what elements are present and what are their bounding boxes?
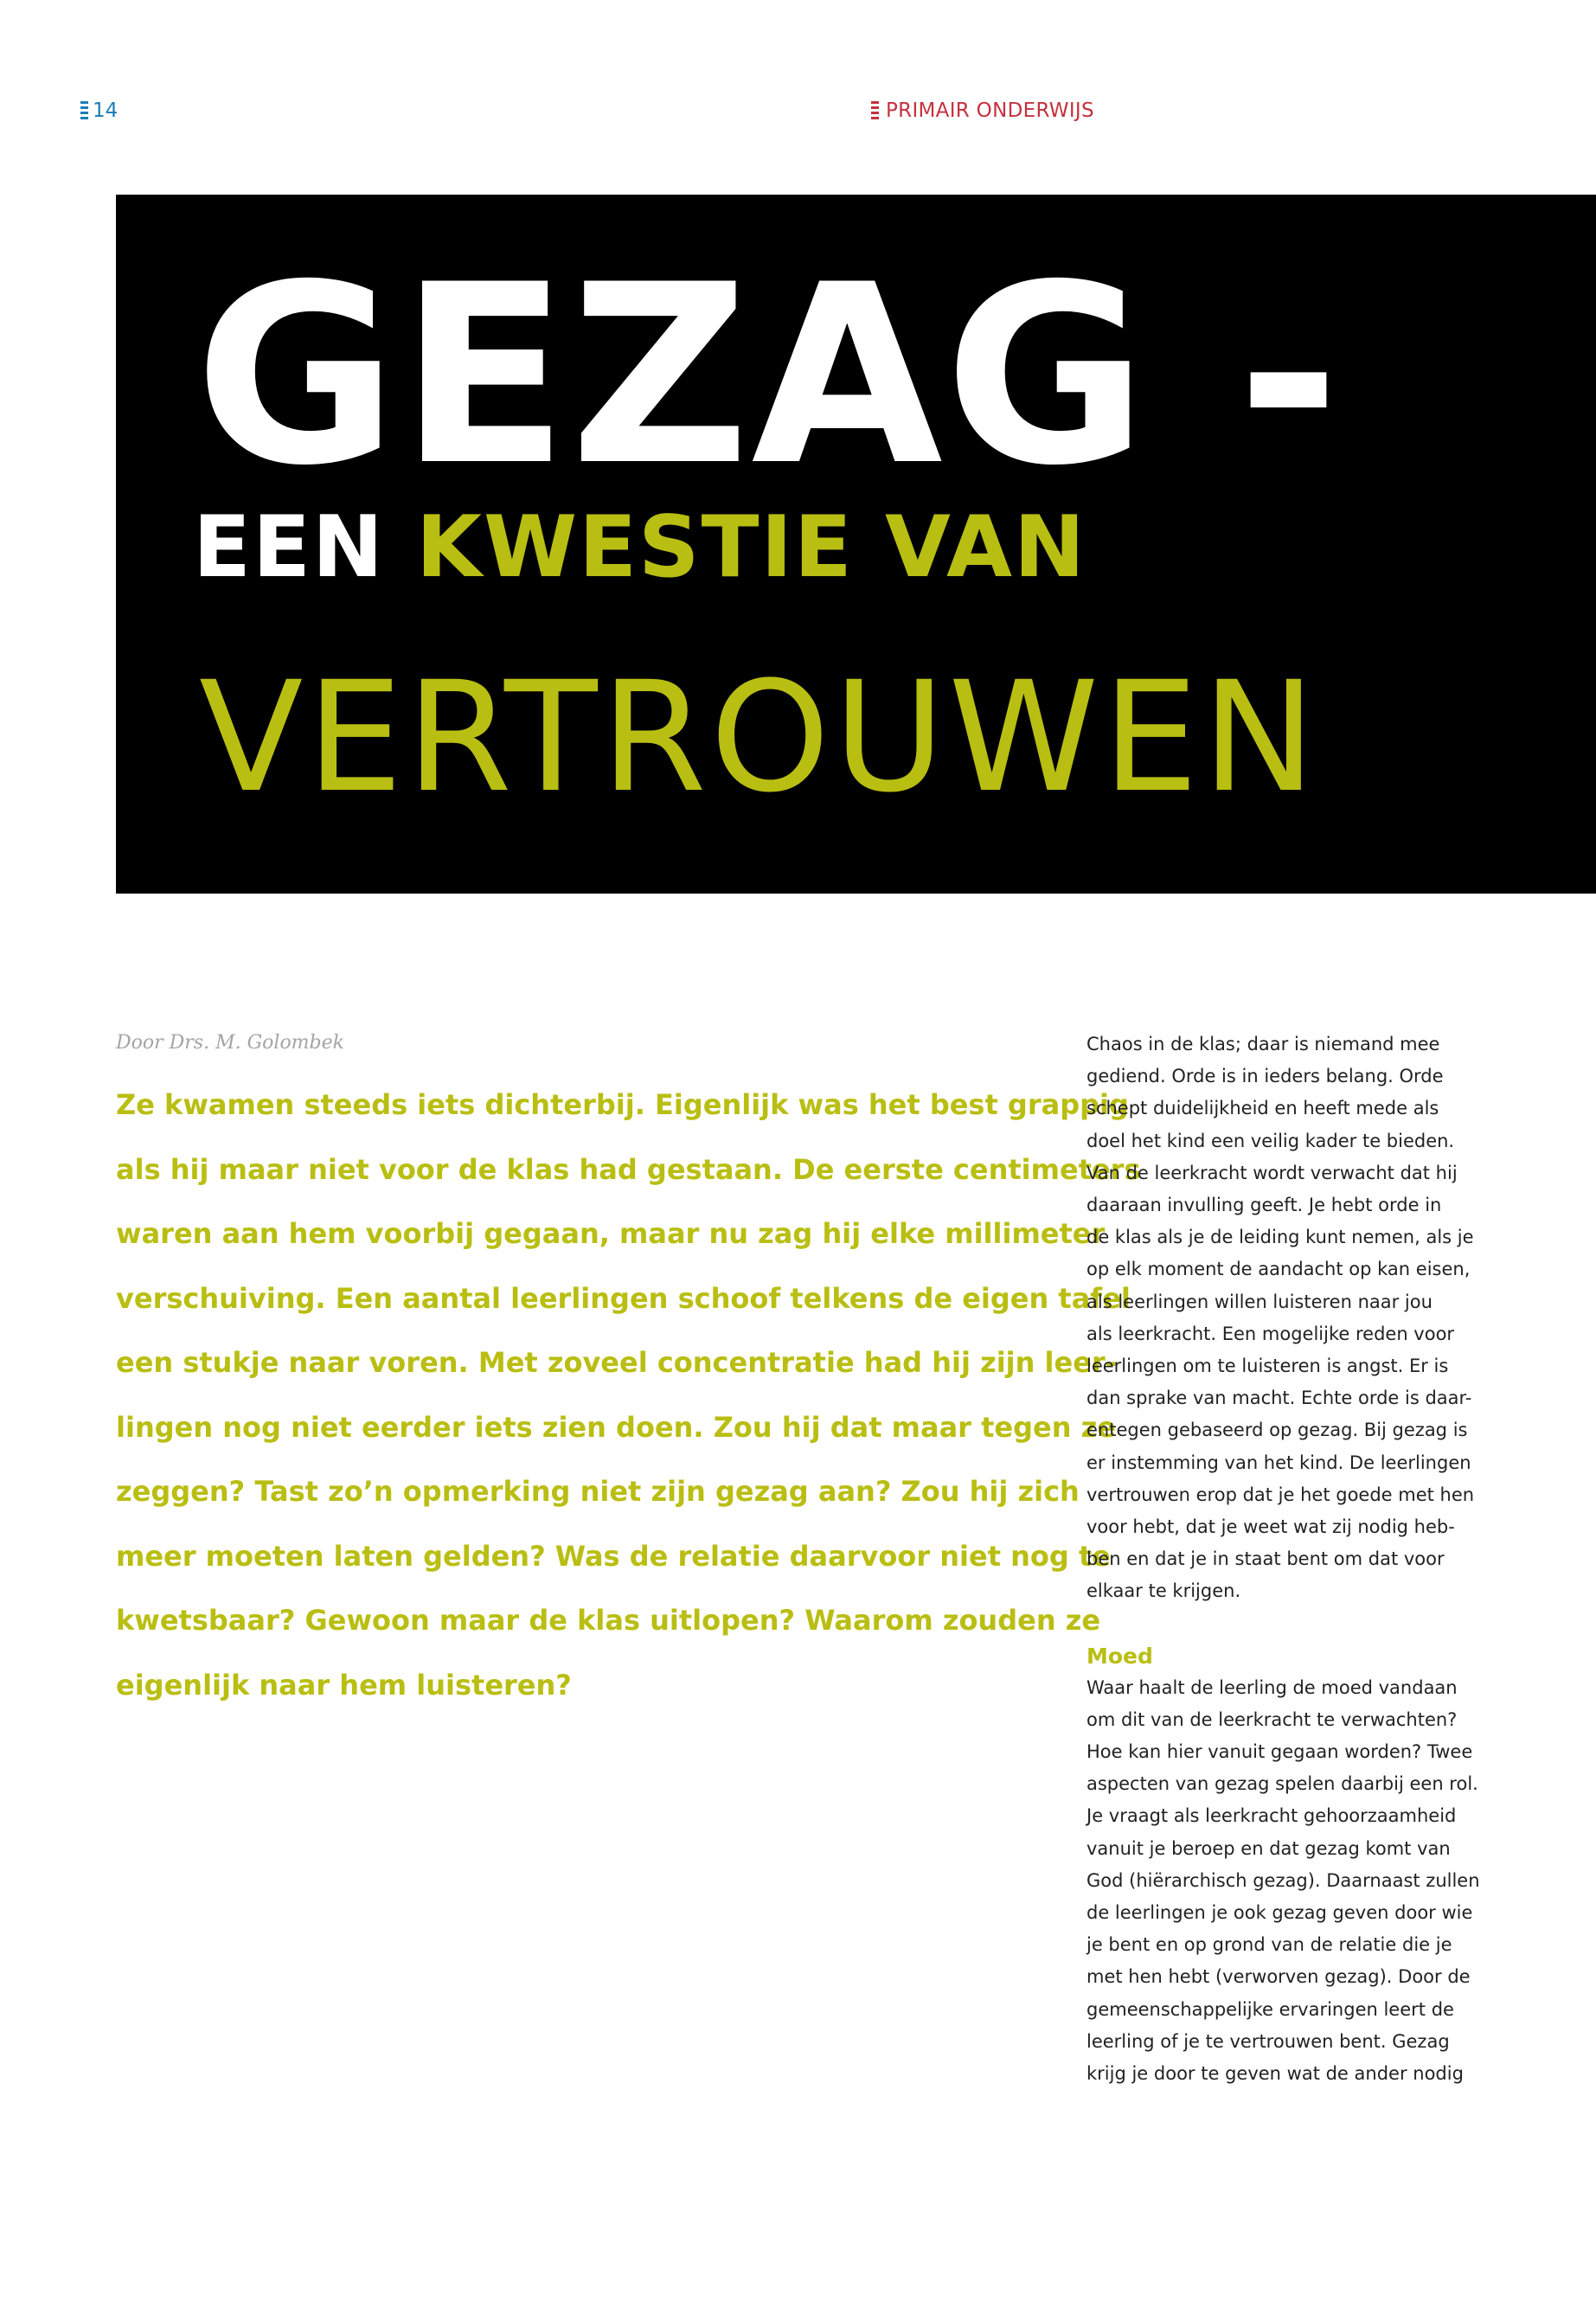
intro-line: verschuiving. Een aantal leerlingen schoof telkens de eigen tafel (116, 1281, 1131, 1315)
byline: Door Drs. M. Golombek (116, 1032, 344, 1054)
body-line: Van de leerkracht wordt verwacht dat hij (1086, 1162, 1458, 1183)
body-line: daaraan invulling geeft. Je hebt orde in (1086, 1195, 1442, 1216)
body-line: ben en dat je in staat bent om dat voor (1086, 1548, 1445, 1570)
body-line: als leerlingen willen luisteren naar jou (1086, 1291, 1433, 1312)
body-line: Hoe kan hier vanuit gegaan worden? Twee (1086, 1741, 1473, 1763)
intro-line: als hij maar niet voor de klas had gestaan. De eerste centimeters (116, 1152, 1141, 1186)
page-number-marker-icon (80, 101, 88, 119)
title-line-2-accent: KWESTIE VAN (416, 498, 1087, 597)
body-line: leerling of je te vertrouwen bent. Gezag (1086, 2030, 1450, 2052)
body-line: de leerlingen je ook gezag geven door wie (1086, 1902, 1473, 1924)
body-line: aspecten van gezag spelen daarbij een rol. (1086, 1773, 1478, 1795)
body-line: op elk moment de aandacht op kan eisen, (1086, 1259, 1471, 1280)
body-line: doel het kind een veilig kader te bieden. (1086, 1130, 1455, 1151)
intro-line: lingen nog niet eerder iets zien doen. Zou hij dat maar tegen ze (116, 1410, 1116, 1444)
body-line: er instemming van het kind. De leerlingen (1086, 1452, 1471, 1473)
body-line: vanuit je beroep en dat gezag komt van (1086, 1837, 1451, 1859)
body-line: Chaos in de klas; daar is niemand mee (1086, 1034, 1440, 1054)
section-marker-icon (871, 101, 879, 119)
body-line: Waar haalt de leerling de moed vandaan (1086, 1676, 1458, 1698)
intro-line: waren aan hem voorbij gegaan, maar nu zag hij elke millimeter (116, 1217, 1106, 1250)
title-line-3: VERTROUWEN (199, 649, 1320, 826)
body-line: voor hebt, dat je weet wat zij nodig heb- (1086, 1516, 1455, 1538)
title-line-2 (193, 496, 1086, 599)
title-block (116, 195, 1596, 894)
body-line: de klas als je de leiding kunt nemen, als je (1086, 1227, 1474, 1248)
body-paragraph-2 (1086, 1672, 1519, 2091)
body-line: krijg je door te geven wat de ander nodig (1086, 2063, 1464, 2085)
body-paragraph-1 (1086, 1029, 1519, 1608)
body-line: schept duidelijkheid en heeft mede als (1086, 1098, 1439, 1119)
body-column (1086, 1029, 1519, 2090)
body-line: Je vraagt als leerkracht gehoorzaamheid (1086, 1805, 1457, 1827)
intro-line: kwetsbaar? Gewoon maar de klas uitlopen? Waarom zouden ze (116, 1604, 1101, 1637)
body-line: God (hiërarchisch gezag). Daarnaast zullen (1086, 1869, 1480, 1891)
body-line: gediend. Orde is in ieders belang. Orde (1086, 1066, 1444, 1087)
body-line: leerlingen om te luisteren is angst. Er is (1086, 1356, 1449, 1377)
page-number: 14 (93, 99, 119, 122)
intro-line: eigenlijk naar hem luisteren? (116, 1668, 572, 1702)
body-line: om dit van de leerkracht te verwachten? (1086, 1708, 1458, 1730)
intro-line: zeggen? Tast zo’n opmerking niet zijn gezag aan? Zou hij zich (116, 1475, 1080, 1508)
body-line: met hen hebt (verworven gezag). Door de (1086, 1966, 1471, 1988)
body-line: entegen gebaseerd op gezag. Bij gezag is (1086, 1420, 1468, 1441)
title-line-2-white: EEN (193, 498, 385, 597)
body-line: dan sprake van macht. Echte orde is daar- (1086, 1388, 1472, 1409)
intro-line: een stukje naar voren. Met zoveel concentratie had hij zijn leer- (116, 1346, 1117, 1379)
intro-line: Ze kwamen steeds iets dichterbij. Eigenlijk was het best grappig (116, 1088, 1129, 1121)
body-line: als leerkracht. Een mogelijke reden voor (1086, 1323, 1455, 1344)
intro-line: meer moeten laten gelden? Was de relatie daarvoor niet nog te (116, 1539, 1111, 1573)
body-line: vertrouwen erop dat je het goede met hen (1086, 1484, 1475, 1505)
subheading-moed: Moed (1086, 1643, 1153, 1669)
body-line: elkaar te krijgen. (1086, 1580, 1241, 1602)
body-line: gemeenschappelijke ervaringen leert de (1086, 1998, 1454, 2020)
body-line: je bent en op grond van de relatie die je (1086, 1934, 1452, 1956)
section-label: PRIMAIR ONDERWIJS (886, 99, 1094, 122)
title-line-1: GEZAG - (195, 233, 1342, 520)
